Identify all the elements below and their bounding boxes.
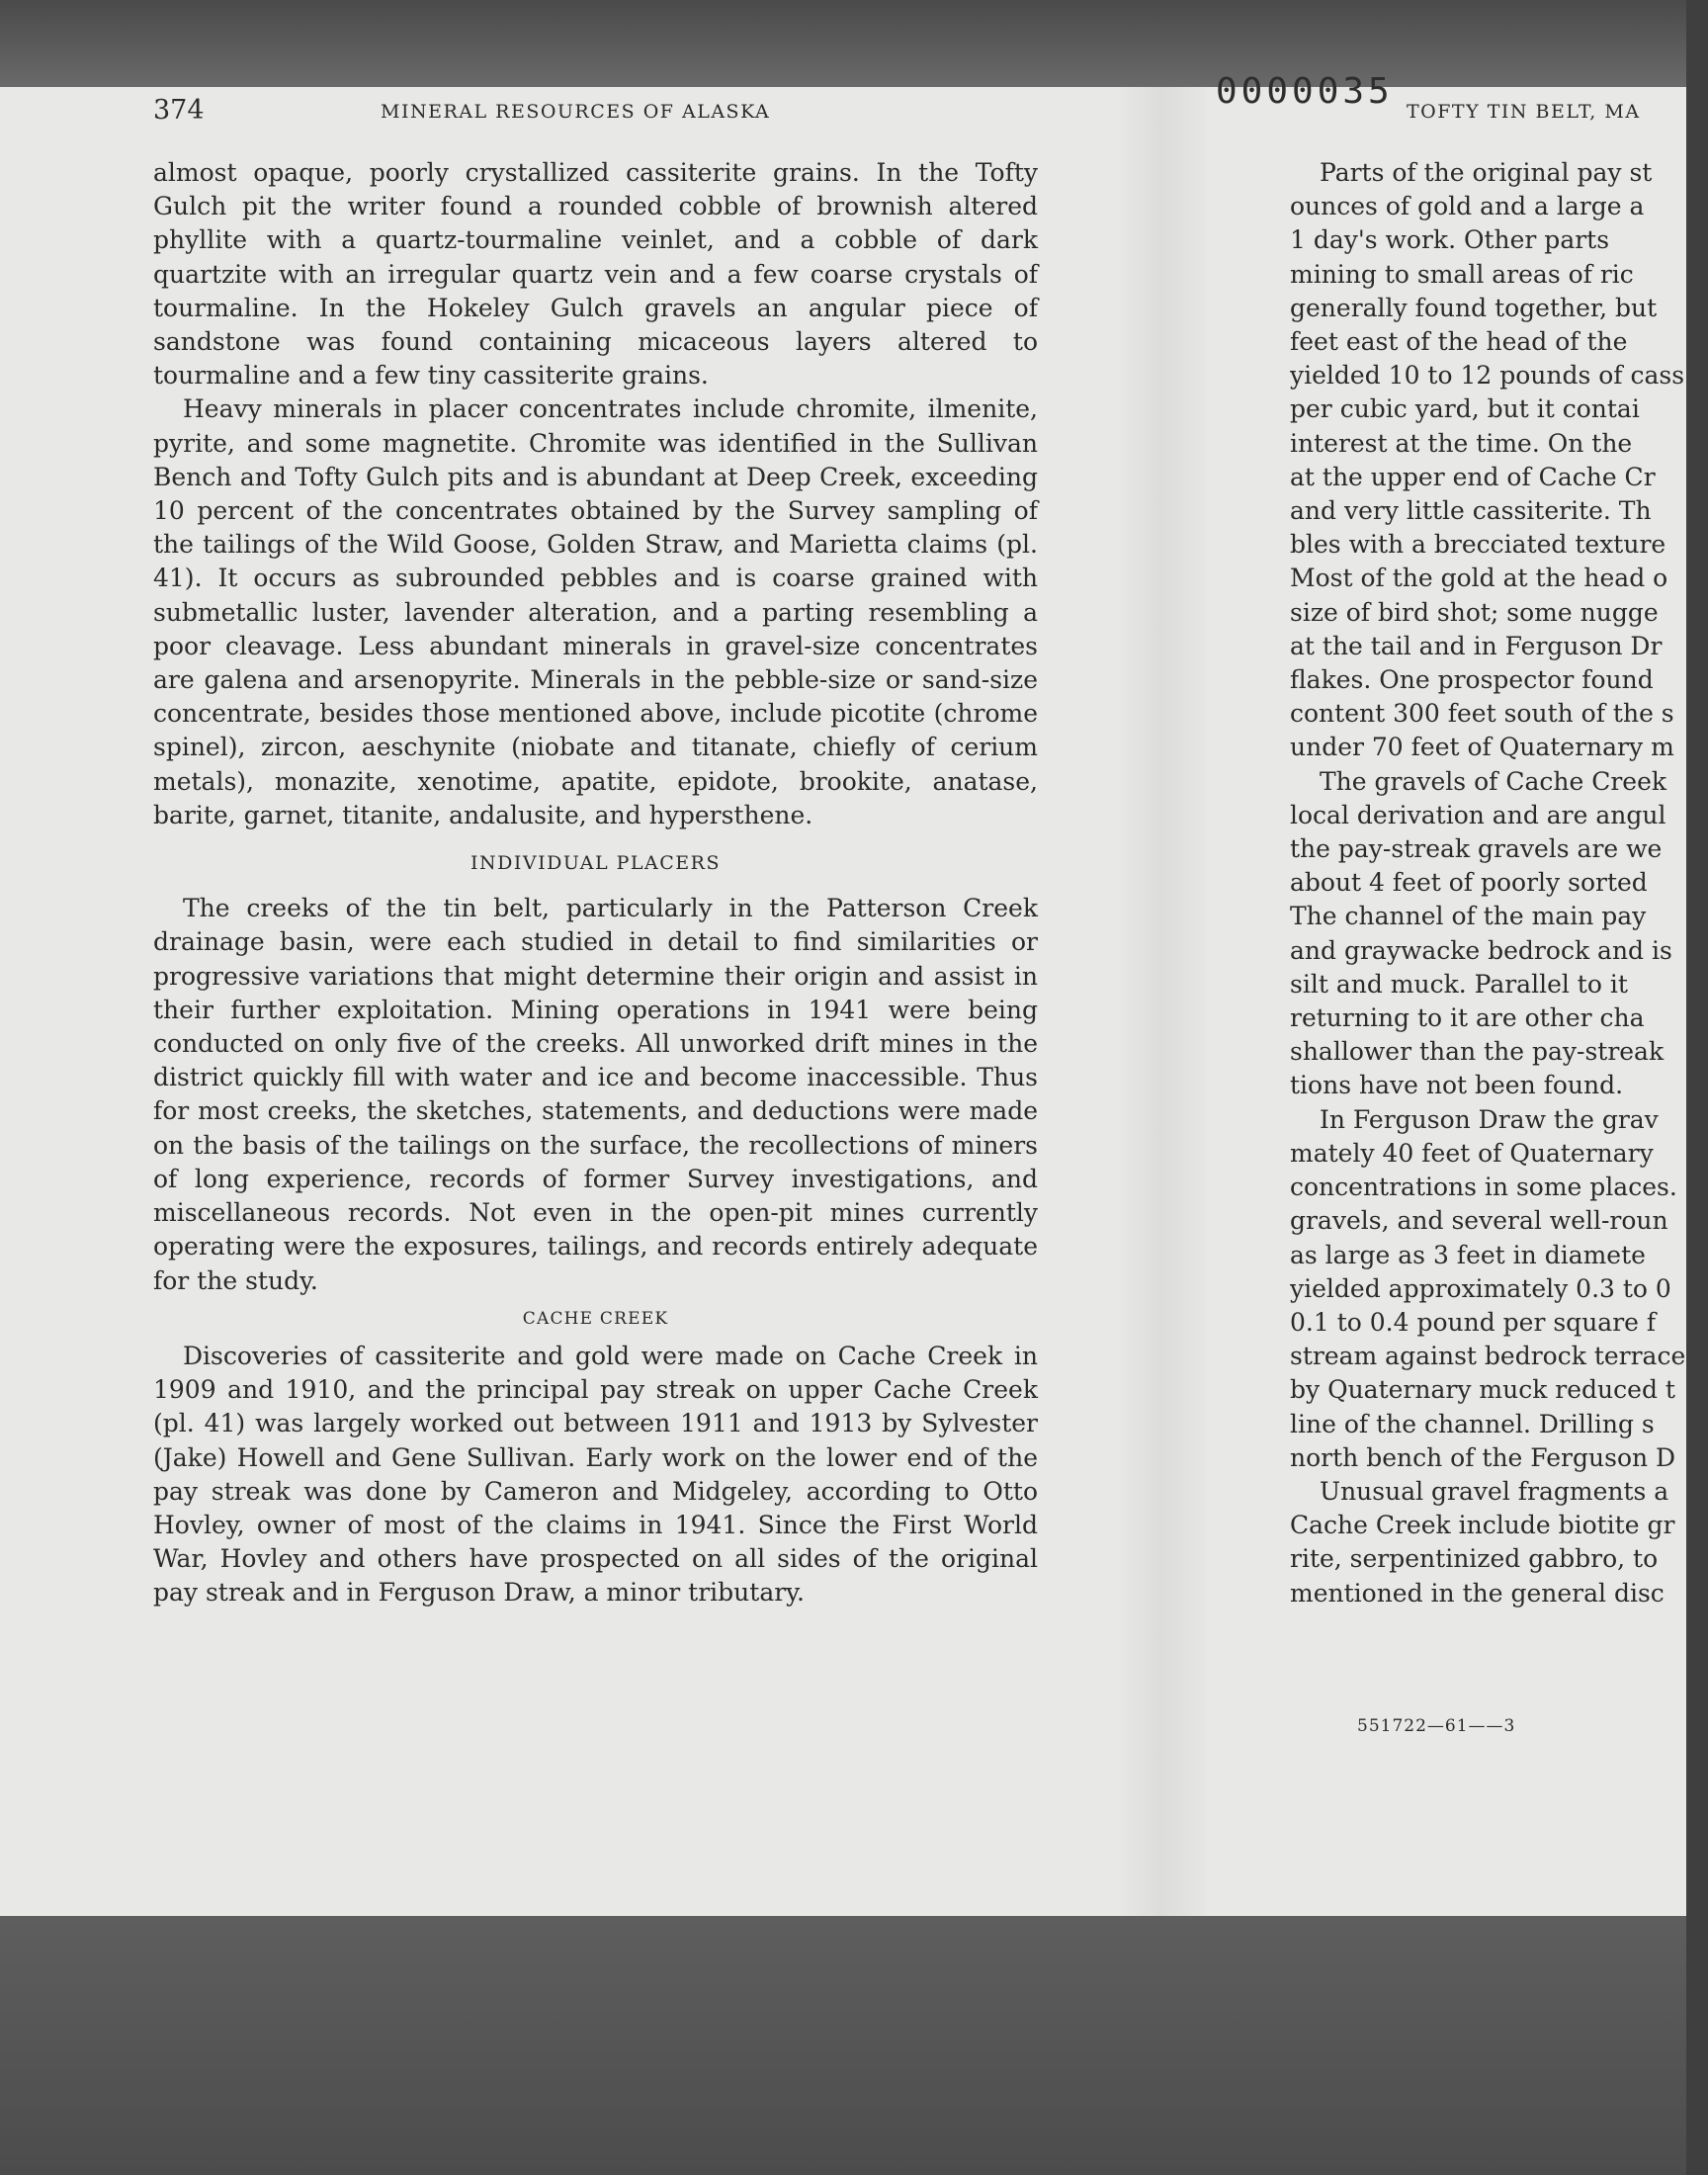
paragraph-continued: almost opaque, poorly crystallized cassiterite grains. In the Tofty Gulch pit the writer found a rounded cobble of brownish altered phyllite with a quartz-tourmaline veinlet, and a cobble of dark quartzite with an irregular quartz vein and a few coarse crystals of tourmaline. In the Hokeley Gulch gravels an angular piece of sandstone was found containing micaceous layers altered to tourmaline and a few tiny cassiterite grains. — [153, 158, 1038, 391]
text-line: and graywacke bedrock and is — [1290, 935, 1672, 965]
paragraph-individual-placers: The creeks of the tin belt, particularly in the Patterson Creek drainage basin, were each studied in detail to find similarities or progressive variations that might determine their origin and assist in their further exploitation. Mining operations in 1941 were being conducted on only five of the creeks. All unworked drift mines in the district quickly fill with water and ice and become inaccessible. Thus for most creeks, the sketches, statements, and deductions were made on the basis of the tailings on the surface, the recollections of miners of long experience, records of former Survey investigations, and miscellaneous records. Not even in the open-pit mines currently operating were the exposures, tailings, and records entirely adequate for the study. — [153, 894, 1038, 1295]
text-line: stream against bedrock terrace — [1290, 1342, 1686, 1371]
text-line: mately 40 feet of Quaternary — [1290, 1138, 1654, 1168]
text-line: shallower than the pay-streak — [1290, 1037, 1665, 1067]
text-line: The channel of the main pay — [1290, 902, 1647, 931]
text-line: gravels, and several well-roun — [1290, 1206, 1668, 1236]
text-line: concentrations in some places. — [1290, 1173, 1677, 1202]
book-gutter — [1117, 87, 1206, 1918]
text-line: tions have not been found. — [1290, 1071, 1624, 1100]
right-page-body — [1290, 156, 1686, 1610]
text-line: mentioned in the general disc — [1290, 1578, 1665, 1608]
paragraph-heavy-minerals: Heavy minerals in placer concentrates include chromite, ilmenite, pyrite, and some magnetite. Chromite was identified in the Sullivan Bench and Tofty Gulch pits and is abundant at Deep Creek, exceeding 10 percent of the concentrates obtained by the Survey sampling of the tailings of the Wild Goose, Golden Straw, and Marietta claims (pl. 41). It occurs as subrounded pebbles and is coarse grained with submetallic luster, lavender alteration, and a parting resembling a poor cleavage. Less abundant minerals in gravel-size concentrates are galena and arsenopyrite. Minerals in the pebble-size or sand-size concentrate, besides those mentioned above, include picotite (chrome spinel), zircon, aeschynite (niobate and titanate, chiefly of cerium metals), monazite, xenotime, apatite, epidote, brookite, anatase, barite, garnet, titanite, andalusite, and hypersthene. — [153, 394, 1038, 829]
print-code: 551722—61——3 — [1357, 1716, 1516, 1736]
text-line: at the upper end of Cache Cr — [1290, 462, 1656, 491]
text-line: returning to it are other cha — [1290, 1003, 1645, 1033]
text-line: local derivation and are angul — [1290, 800, 1666, 829]
text-line: Unusual gravel fragments a — [1320, 1476, 1669, 1506]
left-page-header — [153, 95, 1038, 129]
text-line: line of the channel. Drilling s — [1290, 1409, 1655, 1438]
text-line: The gravels of Cache Creek — [1320, 766, 1667, 796]
text-line: interest at the time. On the — [1290, 428, 1633, 458]
paragraph-cache-creek: Discoveries of cassiterite and gold were made on Cache Creek in 1909 and 1910, and the principal pay streak on upper Cache Creek (pl. 41) was largely worked out between 1911 and 1913 by Sylvester (Jake) Howell and Gene Sullivan. Early work on the lower end of the pay streak was done by Cameron and Midgeley, according to Otto Hovley, owner of most of the claims in 1941. Since the First World War, Hovley and others have prospected on all sides of the original pay streak and in Ferguson Draw, a minor tributary. — [153, 1341, 1038, 1608]
text-line: feet east of the head of the — [1290, 327, 1628, 357]
text-line: rite, serpentinized gabbro, to — [1290, 1544, 1659, 1574]
scan-top-edge — [0, 0, 1708, 91]
text-line: at the tail and in Ferguson Dr — [1290, 631, 1663, 660]
text-line: under 70 feet of Quaternary m — [1290, 733, 1674, 762]
text-line: by Quaternary muck reduced t — [1290, 1375, 1675, 1405]
text-line: silt and muck. Parallel to it — [1290, 969, 1628, 999]
text-line: Cache Creek include biotite gr — [1290, 1511, 1675, 1540]
text-line: and very little cassiterite. Th — [1290, 496, 1652, 526]
text-line: 1 day's work. Other parts — [1290, 225, 1610, 255]
text-line: as large as 3 feet in diamete — [1290, 1240, 1646, 1269]
text-line: yielded approximately 0.3 to 0 — [1290, 1273, 1671, 1303]
document-stamp-number: 0000035 — [1216, 71, 1394, 112]
text-line: Most of the gold at the head o — [1290, 564, 1668, 593]
text-line: In Ferguson Draw the grav — [1320, 1104, 1659, 1134]
section-heading: INDIVIDUAL PLACERS — [470, 852, 721, 875]
text-line: north bench of the Ferguson D — [1290, 1442, 1676, 1472]
text-line: yielded 10 to 12 pounds of cass — [1290, 361, 1685, 391]
text-line: mining to small areas of ric — [1290, 259, 1634, 289]
text-line: per cubic yard, but it contai — [1290, 394, 1640, 424]
subsection-heading: CACHE CREEK — [522, 1308, 669, 1329]
text-line: content 300 feet south of the s — [1290, 699, 1674, 729]
text-line: the pay-streak gravels are we — [1290, 834, 1663, 864]
text-line: bles with a brecciated texture — [1290, 530, 1666, 560]
scan-bottom-edge — [0, 1916, 1708, 2175]
right-page-running-head: TOFTY TIN BELT, MA — [1407, 101, 1641, 123]
running-head: MINERAL RESOURCES OF ALASKA — [381, 101, 771, 123]
text-line: about 4 feet of poorly sorted — [1290, 868, 1648, 898]
page-number: 374 — [153, 95, 205, 126]
text-line: 0.1 to 0.4 pound per square f — [1290, 1307, 1657, 1337]
text-line: size of bird shot; some nugge — [1290, 597, 1659, 627]
text-line: flakes. One prospector found — [1290, 665, 1654, 695]
text-line: ounces of gold and a large a — [1290, 192, 1645, 221]
text-line: Parts of the original pay st — [1320, 158, 1653, 187]
text-line: generally found together, but — [1290, 293, 1658, 322]
left-page-body — [153, 156, 1038, 1610]
scan-right-edge — [1686, 0, 1708, 2175]
